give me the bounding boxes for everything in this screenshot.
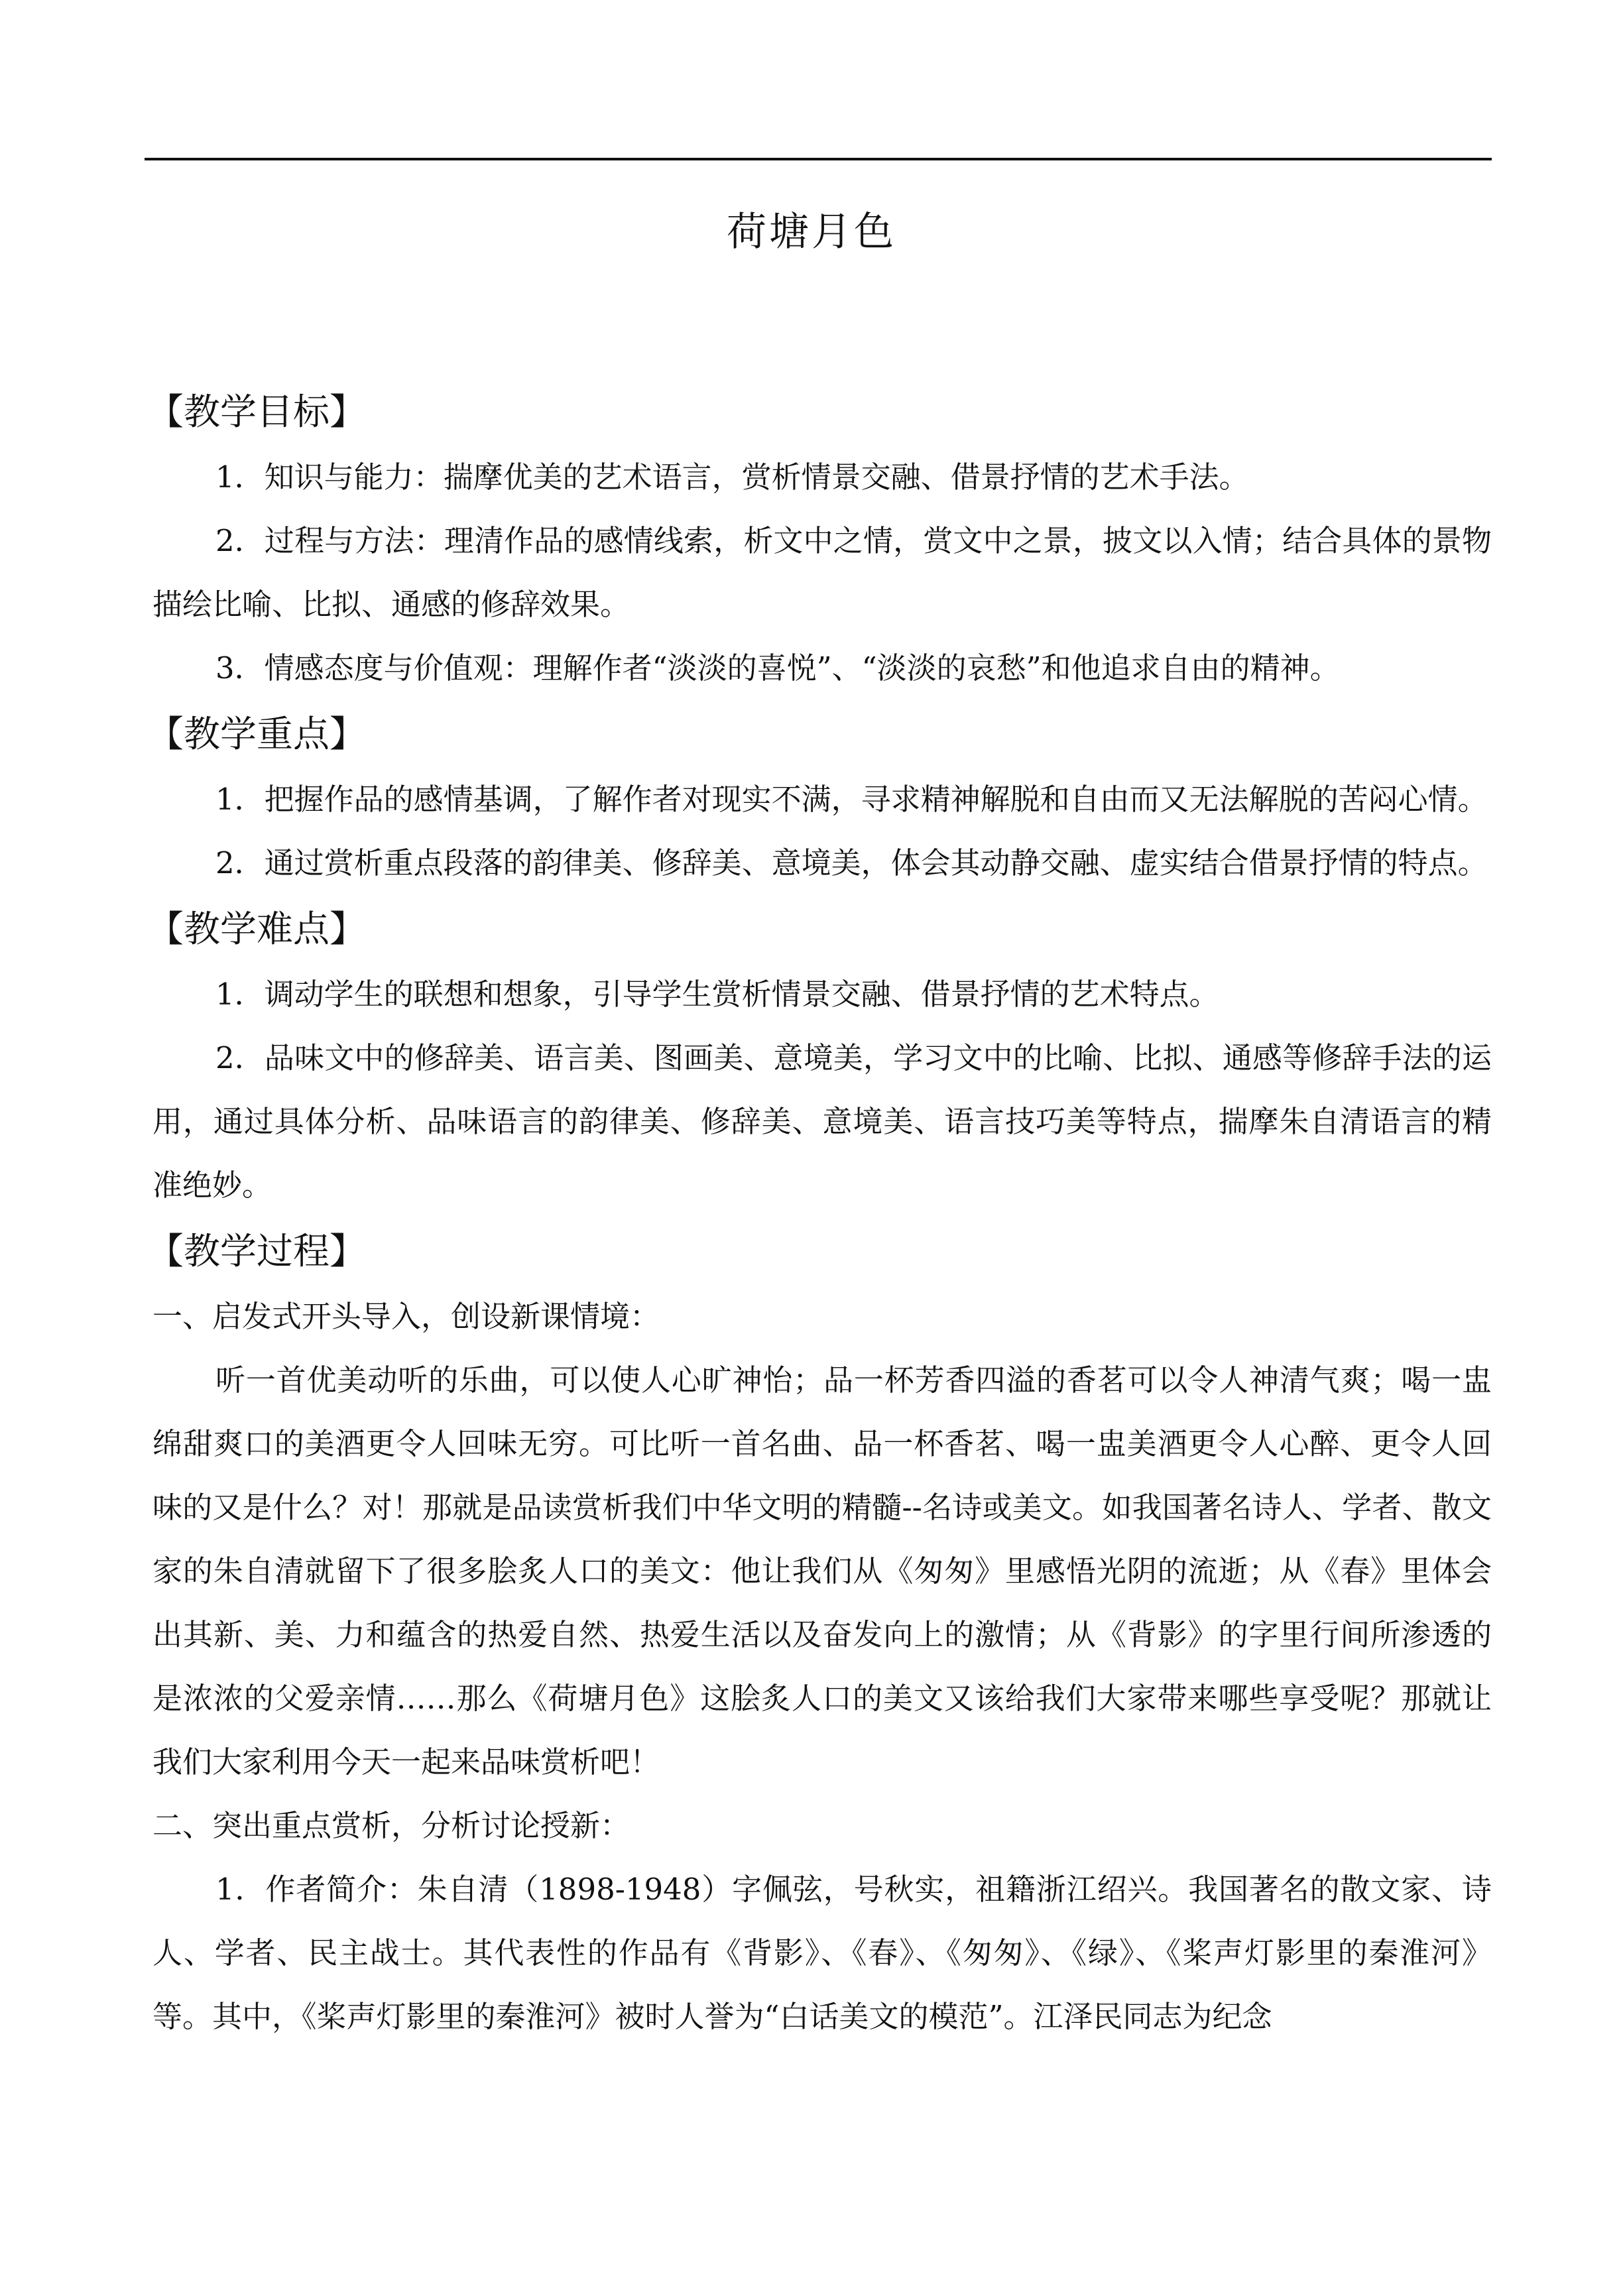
process-step-2-text: 1．作者简介：朱自清（1898-1948）字佩弦，号秋实，祖籍浙江绍兴。我国著名的散文家、诗人、学者、民主战士。其代表性的作品有《背影》、《春》、《匆匆》、《绿》、《桨声灯影里的秦淮河》等。其中，《桨声灯影里的秦淮河》被时人誉为“白话美文的模范”。江泽民同志为纪念 — [152, 1872, 1492, 2034]
section-heading-key-points: 【教学重点】 — [147, 713, 367, 755]
difficulty-1: 1．调动学生的联想和想象，引导学生赏析情景交融、借景抒情的艺术特点。 — [215, 977, 1219, 1012]
process-step-2-title: 二、突出重点赏析，分析讨论授新： — [152, 1808, 631, 1843]
objective-3: 3．情感态度与价值观：理解作者“淡淡的喜悦”、“淡淡的哀愁”和他追求自由的精神。 — [215, 650, 1340, 686]
key-point-1: 1．把握作品的感情基调，了解作者对现实不满，寻求精神解脱和自由而又无法解脱的苦闷心情。 — [215, 782, 1488, 817]
page-title: 荷塘月色 — [727, 209, 896, 255]
key-point-2: 2．通过赏析重点段落的韵律美、修辞美、意境美，体会其动静交融、虚实结合借景抒情的特点。 — [215, 845, 1488, 880]
objective-1: 1．知识与能力：揣摩优美的艺术语言，赏析情景交融、借景抒情的艺术手法。 — [215, 459, 1249, 495]
section-heading-difficulties: 【教学难点】 — [147, 908, 367, 950]
header-rule — [145, 158, 1492, 160]
difficulty-2: 2．品味文中的修辞美、语言美、图画美、意境美，学习文中的比喻、比拟、通感等修辞手法的运用，通过具体分析、品味语言的韵律美、修辞美、意境美、语言技巧美等特点，揣摩朱自清语言的精准绝妙。 — [152, 1040, 1492, 1203]
document-body — [147, 378, 1492, 2049]
section-heading-teaching-objectives: 【教学目标】 — [147, 391, 367, 433]
section-heading-teaching-process: 【教学过程】 — [147, 1230, 367, 1272]
objective-2: 2．过程与方法：理清作品的感情线索，析文中之情，赏文中之景，披文以入情；结合具体的景物描绘比喻、比拟、通感的修辞效果。 — [152, 523, 1492, 622]
process-step-1-text: 听一首优美动听的乐曲，可以使人心旷神怡；品一杯芳香四溢的香茗可以令人神清气爽；喝一盅绵甜爽口的美酒更令人回味无穷。可比听一首名曲、品一杯香茗、喝一盅美酒更令人心醉、更令人回味的又是什么？对！那就是品读赏析我们中华文明的精髓--名诗或美文。如我国著名诗人、学者、散文家的朱自清就留下了很多脍炙人口的美文：他让我们从《匆匆》里感悟光阴的流逝；从《春》里体会出其新、美、力和蕴含的热爱自然、热爱生活以及奋发向上的激情；从《背影》的字里行间所渗透的是浓浓的父爱亲情……那么《荷塘月色》这脍炙人口的美文又该给我们大家带来哪些享受呢？那就让我们大家利用今天一起来品味赏析吧！ — [152, 1362, 1492, 1780]
process-step-1-title: 一、启发式开头导入，创设新课情境： — [152, 1299, 660, 1334]
